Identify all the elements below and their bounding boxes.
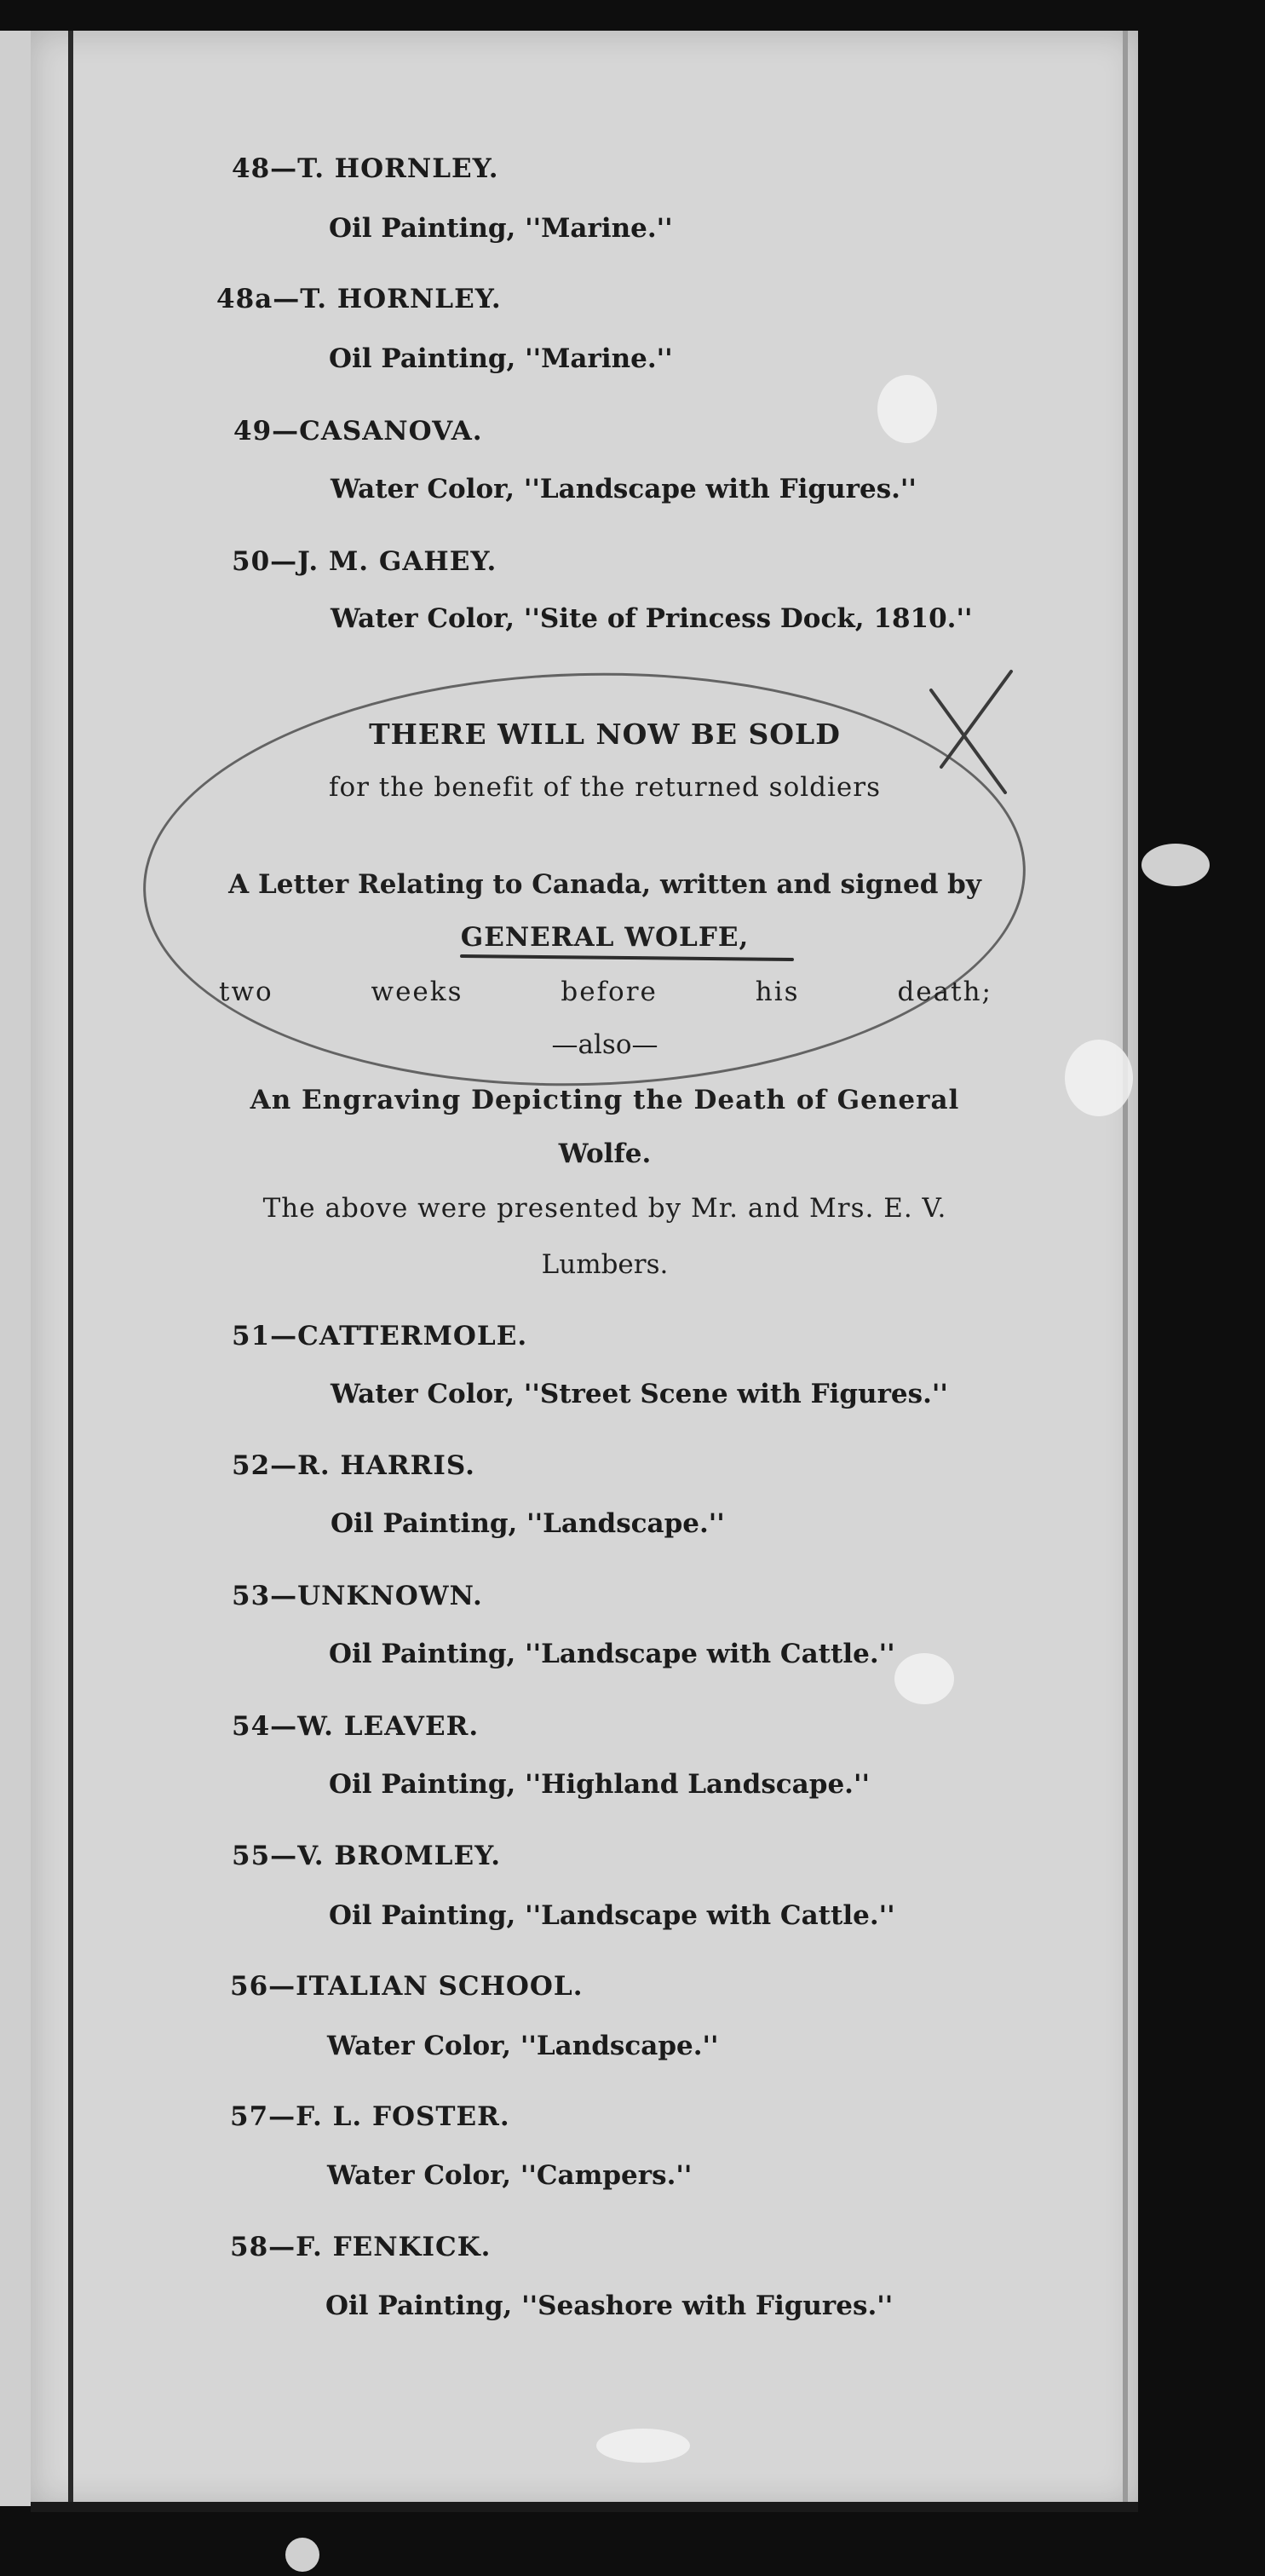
announcement-heading: THERE WILL NOW BE SOLD <box>369 717 841 751</box>
paper-speck <box>1065 1040 1133 1116</box>
paper-speck <box>285 2538 319 2572</box>
entry-53-artist: 53—UNKNOWN. <box>232 1581 483 1611</box>
entry-54-artist: 54—W. LEAVER. <box>232 1711 480 1742</box>
paper-speck <box>1141 844 1210 886</box>
announcement-subheading: for the benefit of the returned soldiers <box>329 772 881 803</box>
paper-speck <box>877 375 937 443</box>
entry-55-description: Oil Painting, ''Landscape with Cattle.'' <box>329 1900 895 1931</box>
entry-49-artist: 49—CASANOVA. <box>233 416 483 447</box>
entry-48-description: Oil Painting, ''Marine.'' <box>329 213 673 244</box>
entry-56-description: Water Color, ''Landscape.'' <box>327 2031 719 2061</box>
entry-54-description: Oil Painting, ''Highland Landscape.'' <box>329 1769 870 1800</box>
general-wolfe-name: GENERAL WOLFE, <box>460 922 750 953</box>
paper-speck <box>596 2429 690 2463</box>
entry-50-description: Water Color, ''Site of Princess Dock, 1810.'' <box>331 603 973 634</box>
page-fold-line <box>68 31 73 2506</box>
letter-description: A Letter Relating to Canada, written and signed by <box>228 869 981 900</box>
entry-57-artist: 57—F. L. FOSTER. <box>230 2101 510 2132</box>
presented-line-2: Lumbers. <box>541 1249 669 1280</box>
page-right-edge <box>1123 31 1128 2506</box>
entry-58-artist: 58—F. FENKICK. <box>230 2232 492 2262</box>
entry-48a-artist: 48a—T. HORNLEY. <box>216 284 502 314</box>
paper-speck <box>894 1653 954 1704</box>
entry-51-description: Water Color, ''Street Scene with Figures.'' <box>331 1379 948 1409</box>
entry-51-artist: 51—CATTERMOLE. <box>232 1321 528 1351</box>
entry-55-artist: 55—V. BROMLEY. <box>232 1841 501 1871</box>
engraving-line-1: An Engraving Depicting the Death of General <box>250 1085 960 1115</box>
page-bottom-edge <box>31 2502 1138 2512</box>
letter-date-note: two weeks before his death; <box>219 977 992 1007</box>
entry-57-description: Water Color, ''Campers.'' <box>327 2160 693 2191</box>
entry-48-artist: 48—T. HORNLEY. <box>232 153 499 184</box>
also-separator: —also— <box>551 1029 658 1060</box>
entry-49-description: Water Color, ''Landscape with Figures.'' <box>331 474 917 504</box>
entry-48a-description: Oil Painting, ''Marine.'' <box>329 343 673 374</box>
entry-53-description: Oil Painting, ''Landscape with Cattle.'' <box>329 1639 895 1669</box>
presented-line-1: The above were presented by Mr. and Mrs. E. V. <box>262 1193 947 1224</box>
entry-52-artist: 52—R. HARRIS. <box>232 1450 475 1481</box>
entry-52-description: Oil Painting, ''Landscape.'' <box>331 1508 725 1539</box>
entry-56-artist: 56—ITALIAN SCHOOL. <box>230 1971 584 2002</box>
entry-58-description: Oil Painting, ''Seashore with Figures.'' <box>325 2291 894 2321</box>
entry-50-artist: 50—J. M. GAHEY. <box>232 546 497 577</box>
engraving-line-2: Wolfe. <box>558 1138 652 1169</box>
